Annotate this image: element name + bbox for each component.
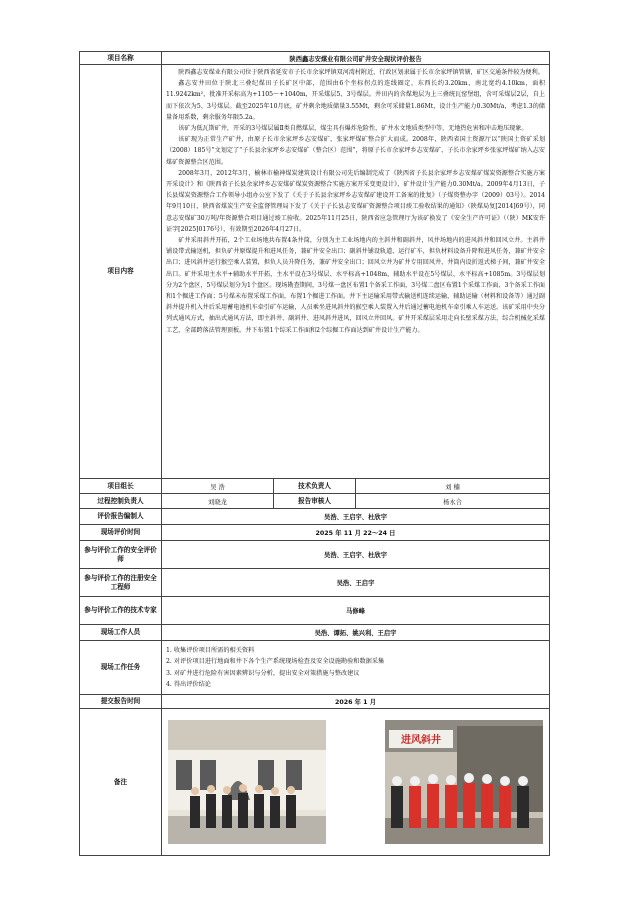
tech-experts-label: 参与评价工作的技术专家 <box>80 597 162 625</box>
tech-lead-value: 刘 楠 <box>356 479 550 494</box>
row-report-writers <box>80 509 550 525</box>
row-submit-time <box>80 695 550 709</box>
site-time-value: 2025 年 11 月 22～24 日 <box>162 525 550 541</box>
report-writers-value: 吴浩、王启宇、杜欣宇 <box>162 509 550 525</box>
safety-evaluators-label: 参与评价工作的安全评价师 <box>80 541 162 569</box>
project-content-body <box>162 65 550 479</box>
row-safety-engineers <box>80 569 550 597</box>
submit-time-label: 提交报告时间 <box>80 695 162 709</box>
site-staff-label: 现场工作人员 <box>80 625 162 641</box>
report-reviewer-label: 报告审核人 <box>274 494 356 509</box>
report-writers-label: 评价报告编制人 <box>80 509 162 525</box>
site-photo-surface-team <box>168 720 326 844</box>
site-tasks-label: 现场工作任务 <box>80 641 162 695</box>
task-item: 2. 对评价项目进行地面和井下各个生产系统现场检查及安全设施勘验和数据采集 <box>166 658 385 666</box>
row-tech-experts <box>80 597 550 625</box>
site-time-label: 现场评价时间 <box>80 525 162 541</box>
intake-shaft-sign: 进风斜井 <box>401 735 442 746</box>
safety-engineers-label: 参与评价工作的注册安全工程师 <box>80 569 162 597</box>
site-photo-intake-shaft <box>385 720 543 844</box>
project-name-label: 项目名称 <box>80 52 162 65</box>
process-control-label: 过程控制负责人 <box>80 494 162 509</box>
row-team-leader <box>80 479 550 494</box>
site-staff-value: 吴浩、谭拓、姚兴利、王启宇 <box>162 625 550 641</box>
content-paragraph: 该矿为低瓦斯矿井，开采的3号煤层属Ⅱ类自燃煤层，煤尘具有爆炸危险性，矿井水文地质类型中等，无地热危害和冲击地压现象。 <box>178 125 528 133</box>
safety-evaluators-value: 吴浩、王启宇、杜欣宇 <box>162 541 550 569</box>
task-item: 4. 得出评价结论 <box>166 680 211 688</box>
process-control-value: 刘晓龙 <box>162 494 274 509</box>
content-paragraph: 矿井采用斜井开拓，2个工业场地共布置4条井筒，分别为主工业场地内的主斜井和副斜井，风井场地内的进风斜井和回风立井。主斜井铺设带式输送机，担负矿井原煤提升和进风任务，兼矿井安全出口；副斜井铺设轨道、运行矿车，担负材料设备升降和进风任务，兼矿井安全出口；进风斜井运行猴空乘人装置，担负人员升降任务，兼矿井安全出口；回风立井为矿井专用回风井，井筒内设折返式梯子间，兼矿井安全出口。矿井采用主水平+辅助水平开拓，主水平设在3号煤层、水平标高+1048m，辅助水平设在5号煤层、水平标高+1085m。3号煤层划分为2个盘区，5号煤层划分为1个盘区。现场勘查期间，3号煤一盘区布置1个备采工作面，3号煤二盘区布置1个采煤工作面、3个备采工作面和1个掘进工作面；5号煤未布置采煤工作面，布置1个掘进工作面。井下主运输采用带式输送机连续运输，辅助运输（材料和设备等）通过副斜井提升机入井后采用蓄电池机车牵引矿车运输，人员乘坐进风斜井的猴空乘人装置入井后通过蓄电池机车牵引乘人车运送。该矿采用中央分列式通风方式，抽出式通风方法，即主斜井、副斜井、进风斜井进风，回风立井回风。矿井开采煤层采用走向长壁采煤方法，综合机械化采煤工艺，全部跨落法管理顶板。井下布置1个综采工作面和2个综掘工作面达到矿井设计生产能力。 <box>166 237 546 334</box>
submit-time-value: 2026 年 1 月 <box>162 695 550 709</box>
remarks-label: 备注 <box>80 709 162 856</box>
row-site-time <box>80 525 550 541</box>
team-leader-label: 项目组长 <box>80 479 162 494</box>
row-safety-evaluators <box>80 541 550 569</box>
task-item: 1. 收集评价项目所需的相关资料 <box>166 647 255 655</box>
content-paragraph: 陕西鑫志安煤业有限公司位于陕西省延安市子长市余家坪镇双河湾村附近，行政区划隶属于长市余家坪镇管辖，矿区交通条件较为便利。 <box>178 69 544 76</box>
evaluation-info-sheet <box>79 51 549 856</box>
team-leader-value: 吴 浩 <box>162 479 274 494</box>
row-process-control <box>80 494 550 509</box>
report-reviewer-value: 杨永合 <box>356 494 550 509</box>
content-paragraph: 该矿现为正常生产矿井，由原子长市余家坪乡志安煤矿、张家坪煤矿整合扩大而成。2008年，陕西省国土资源厅以“陕国土资矿采划（2008）185号”文划定了“子长县余家坪乡志安煤矿（整合区）范围”，将原子长市余家坪乡志安煤矿、子长市余家坪乡张家坪煤矿纳入志安煤矿资源整合区范围。 <box>166 136 546 166</box>
row-remarks <box>80 709 550 856</box>
content-paragraph: 2008年3月，2012年3月，榆林市榆神煤炭建筑设计有限公司先后编制完成了《陕西省子长县余家坪乡志安煤矿煤炭资源整合实施方案开采设计》和《陕西省子长县余家坪乡志安煤矿煤炭资源整合实施方案开采变更设计》，矿井设计生产能力0.30Mt/a。2009年4月13日，子长县煤炭资源整合工作领导小组办公室下发了《关于子长县余家坪乡志安煤矿建设开工备案的批复》（子煤资整办字（2009）03号）。2014年9月10日，陕西省煤炭生产安全监督管理局下发了《关于子长县志安煤矿资源整合项目竣工验收结果的通知》（陕煤局复[2014]69号），同意志安煤矿30万吨/年资源整合项目通过竣工验收。2025年11月25日，陕西省应急管理厅为该矿换发了《安全生产许可证》（（陕）MK安许证字[2025]0176号），有效期至2026年4月27日。 <box>166 169 546 233</box>
project-name-value: 陕西鑫志安煤业有限公司矿井安全现状评价报告 <box>162 52 550 65</box>
info-table <box>79 51 550 856</box>
project-content-label: 项目内容 <box>80 65 162 479</box>
remarks-photos <box>162 709 550 856</box>
tech-lead-label: 技术负责人 <box>274 479 356 494</box>
safety-engineers-value: 吴浩、王启宇 <box>162 569 550 597</box>
task-item: 3. 对矿井进行危险有害因素辨识与分析，提出安全对策措施与整改建议 <box>166 669 360 677</box>
tech-experts-value: 马修峰 <box>162 597 550 625</box>
row-site-staff <box>80 625 550 641</box>
row-site-tasks <box>80 641 550 695</box>
row-project-content <box>80 65 550 479</box>
content-paragraph: 鑫志安井田位于陕北三叠纪煤田子长矿区中部，范围由6个坐标拐点的连线圈定，东西长约3.20km，南北宽约4.10km，面积11.9242km²，批准开采标高为+1105～+1040m，开采煤层5、3号煤层。井田内的含煤地层为上三叠统瓦窑堡组，含可采煤层2层，自上而下依次为5、3号煤层。截至2025年10月底，矿井剩余地质储量3.55Mt，剩余可采储量1.86Mt，设计生产能力0.30Mt/a，考虑1.3的储量备用系数，剩余服务年限5.2a。 <box>166 80 546 121</box>
site-tasks-list <box>162 641 550 695</box>
row-project-name <box>80 52 550 65</box>
